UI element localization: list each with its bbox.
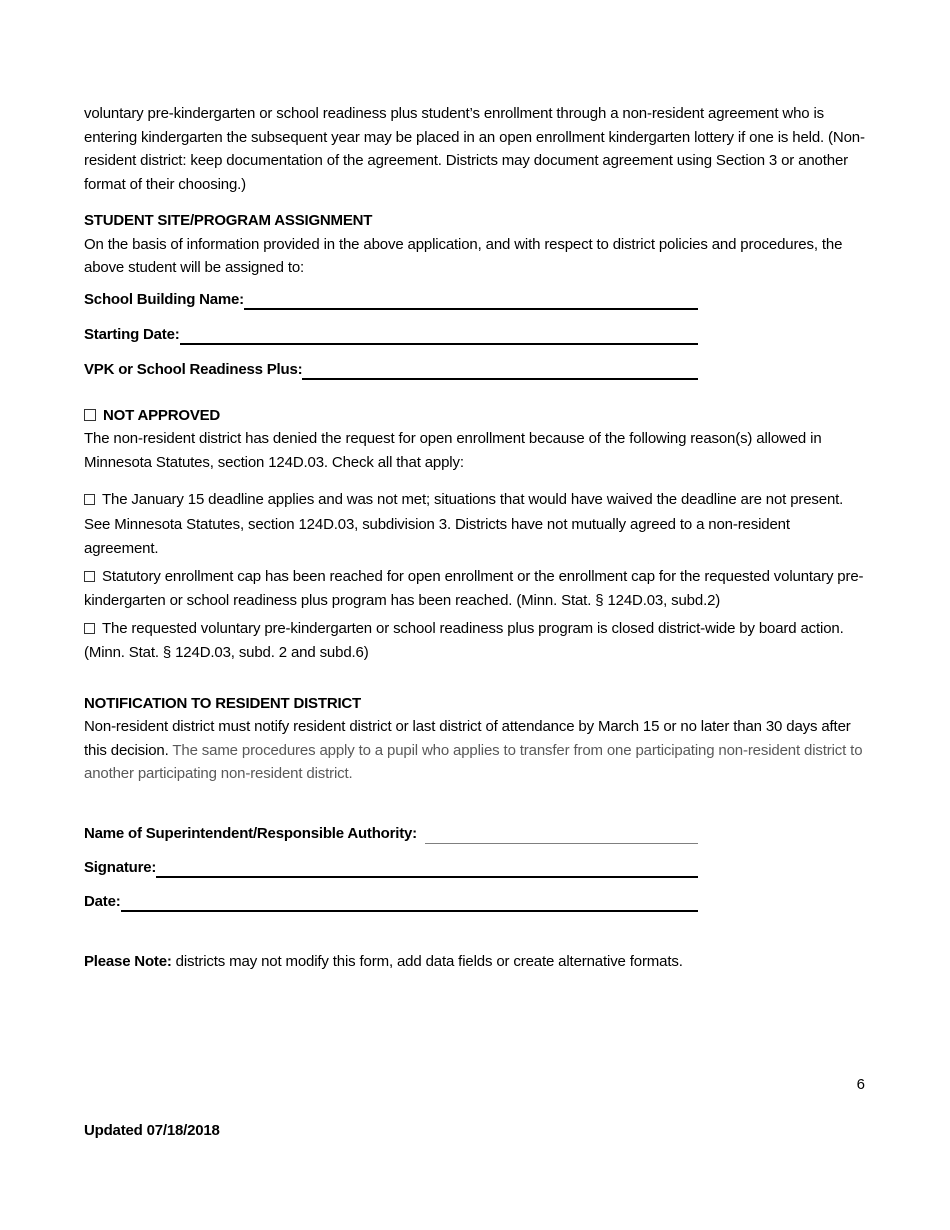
intro-paragraph: voluntary pre-kindergarten or school readiness plus student’s enrollment through a non-resident agreement who is entering kindergarten the subsequent year may be placed in an open enrollment kindergarten lottery if one is held. (Non-resident district: keep documentation of the agreement. Districts may document agreement using Section 3 or another format of their choosing.) — [84, 105, 865, 193]
field-starting-date — [84, 323, 698, 345]
denial-reason-row — [84, 565, 865, 614]
please-note-paragraph — [84, 950, 865, 974]
vpk-school-readiness-input[interactable] — [302, 358, 698, 380]
assignment-intro: On the basis of information provided in the above application, and with respect to district policies and procedures, the above student will be assigned to: — [84, 235, 843, 276]
not-approved-heading-row — [84, 404, 865, 428]
denial-reason-row — [84, 617, 865, 666]
superintendent-name-label: Name of Superintendent/Responsible Authority: — [84, 824, 417, 842]
notification-text-black: Non-resident district must notify resident district or last district of attendance by March 15 or no later than 30 days after this decision. — [84, 718, 851, 759]
reason-3-checkbox[interactable] — [84, 623, 95, 634]
assignment-fields — [84, 288, 865, 380]
reason-1-checkbox[interactable] — [84, 494, 95, 505]
reason-2-checkbox[interactable] — [84, 571, 95, 582]
reason-3-text: The requested voluntary pre-kindergarten or school readiness plus program is closed district-wide by board action. (Minn. Stat. § 124D.03, subd. 2 and subd.6) — [84, 619, 844, 661]
reason-2-text: Statutory enrollment cap has been reached for open enrollment or the enrollment cap for the requested voluntary pre-kindergarten or school readiness plus program has been reached. (Minn. Stat. § 124D.03, subd.2) — [84, 567, 864, 609]
date-input[interactable] — [121, 890, 698, 912]
not-approved-heading: NOT APPROVED — [103, 406, 221, 424]
footer-updated: Updated 07/18/2018 — [84, 1122, 220, 1139]
signature-input[interactable] — [156, 856, 698, 878]
reason-1-text: The January 15 deadline applies and was not met; situations that would have waived the deadline are not present. See Minnesota Statutes, section 124D.03, subdivision 3. Districts have not mutually agreed to a non-resident agreement. — [84, 491, 844, 557]
field-vpk-school-readiness — [84, 358, 698, 380]
please-note-text: districts may not modify this form, add data fields or create alternative formats. — [171, 952, 683, 970]
assignment-section-heading: STUDENT SITE/PROGRAM ASSIGNMENT — [84, 212, 373, 229]
field-signature — [84, 856, 698, 878]
superintendent-name-input[interactable] — [425, 822, 698, 844]
starting-date-input[interactable] — [180, 323, 698, 345]
signature-label: Signature: — [84, 858, 157, 876]
vpk-school-readiness-label: VPK or School Readiness Plus: — [84, 360, 303, 378]
school-building-name-input[interactable] — [244, 288, 698, 310]
please-note-label: Please Note: — [84, 952, 172, 970]
school-building-name-label: School Building Name: — [84, 290, 244, 308]
notification-paragraph — [84, 715, 865, 786]
field-date — [84, 890, 698, 912]
not-approved-intro: The non-resident district has denied the request for open enrollment because of the following reason(s) allowed in Minnesota Statutes, section 124D.03. Check all that apply: — [84, 430, 822, 471]
starting-date-label: Starting Date: — [84, 325, 180, 343]
denial-reasons-list — [84, 488, 865, 666]
page-number: 6 — [856, 1076, 865, 1093]
denial-reason-row — [84, 488, 865, 562]
signature-section — [84, 822, 865, 912]
field-superintendent-name — [84, 822, 698, 844]
field-school-building-name — [84, 288, 698, 310]
notification-section-heading: NOTIFICATION TO RESIDENT DISTRICT — [84, 694, 362, 712]
not-approved-checkbox[interactable] — [84, 409, 96, 421]
date-label: Date: — [84, 892, 121, 910]
notification-text-gray: The same procedures apply to a pupil who applies to transfer from one participating non-resident district to another participating non-resident district. — [84, 741, 863, 782]
